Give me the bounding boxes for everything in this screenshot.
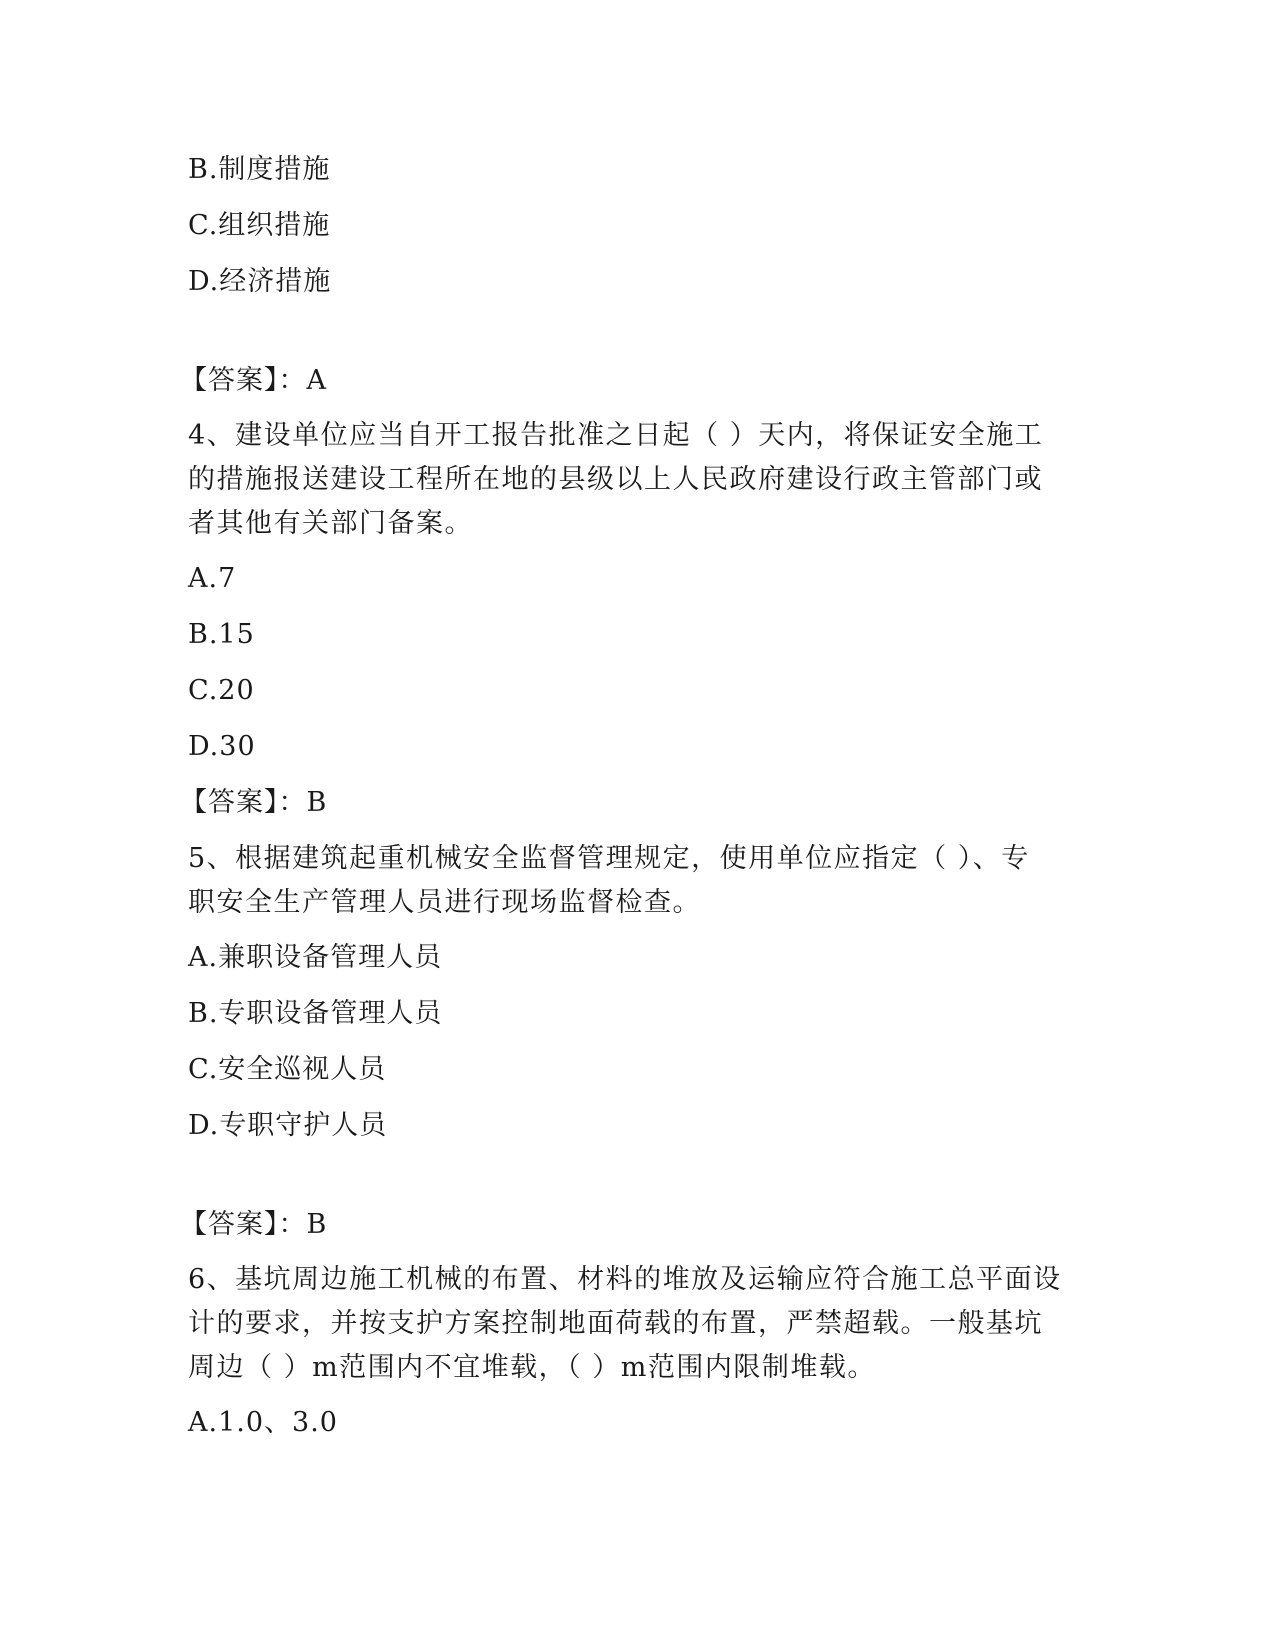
option-line: C.安全巡视人员: [188, 1054, 387, 1085]
option-line: B.15: [188, 619, 255, 650]
option-line: A.兼职设备管理人员: [188, 942, 443, 973]
answer-line: 【答案】：B: [180, 1209, 328, 1240]
question-line: 5、根据建筑起重机械安全监督管理规定，使用单位应指定（ ）、专: [188, 843, 1030, 874]
question-line: 6、基坑周边施工机械的布置、材料的堆放及运输应符合施工总平面设: [188, 1264, 1062, 1295]
option-line: D.30: [188, 731, 256, 762]
option-line: D.经济措施: [188, 266, 332, 297]
option-line: A.7: [188, 563, 237, 594]
question-line: 4、建设单位应当自开工报告批准之日起（ ）天内，将保证安全施工: [188, 420, 1044, 451]
question-line: 职安全生产管理人员进行现场监督检查。: [188, 887, 701, 918]
option-line: D.专职守护人员: [188, 1110, 388, 1141]
question-line: 者其他有关部门备案。: [188, 508, 473, 539]
option-line: B.制度措施: [188, 154, 331, 185]
question-line: 计的要求，并按支护方案控制地面荷载的布置，严禁超载。一般基坑: [188, 1308, 1043, 1339]
option-line: C.组织措施: [188, 210, 331, 241]
option-line: A.1.0、3.0: [188, 1407, 338, 1438]
question-line: 周边（ ）m范围内不宜堆载，（ ）m范围内限制堆载。: [188, 1352, 876, 1383]
answer-line: 【答案】：A: [180, 365, 327, 396]
question-line: 的措施报送建设工程所在地的县级以上人民政府建设行政主管部门或: [188, 464, 1043, 495]
option-line: B.专职设备管理人员: [188, 998, 443, 1029]
answer-line: 【答案】：B: [180, 787, 328, 818]
option-line: C.20: [188, 675, 255, 706]
